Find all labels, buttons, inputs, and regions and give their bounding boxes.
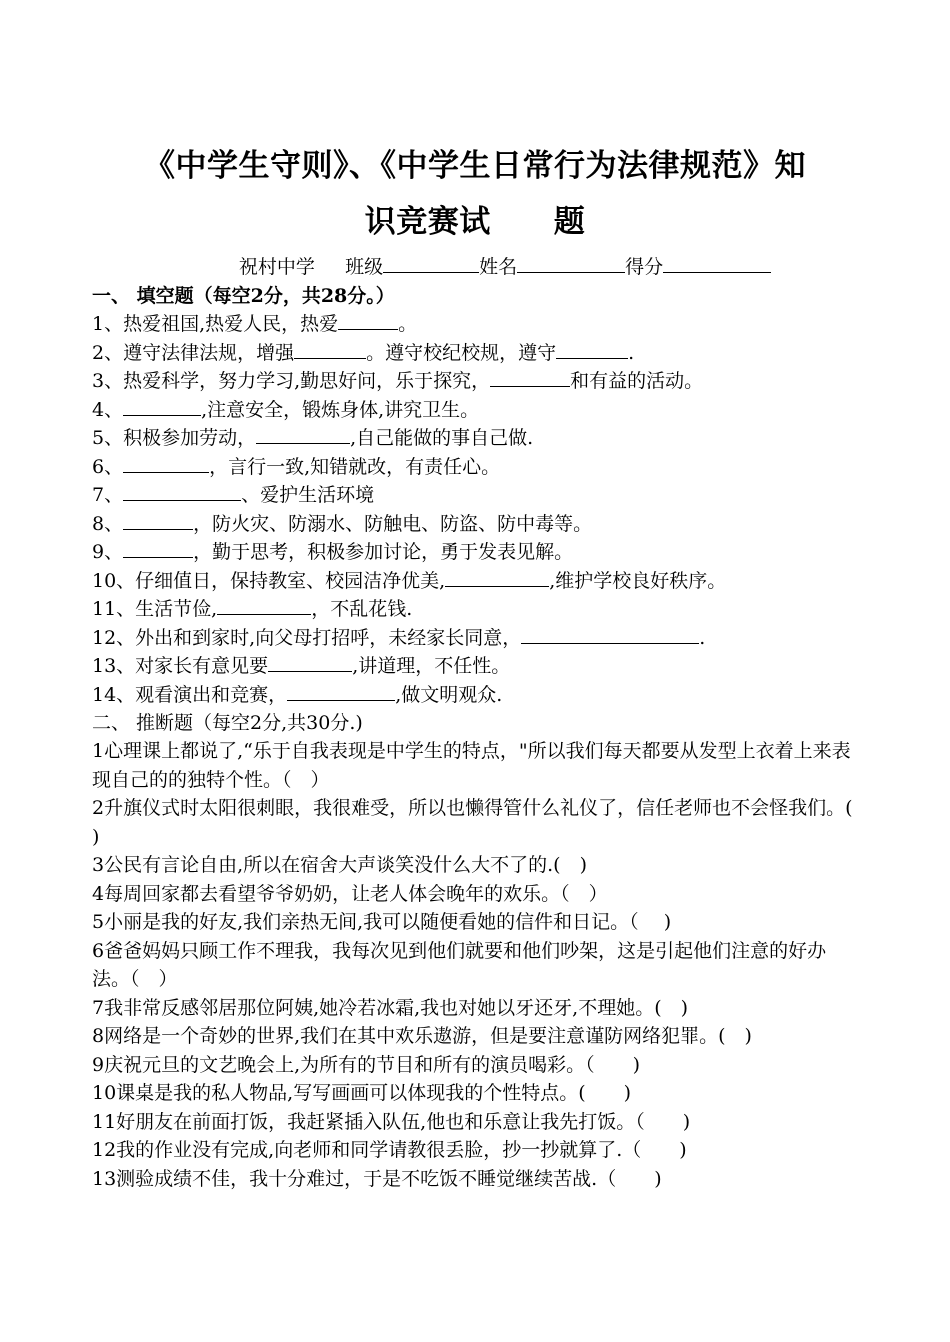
judge-item-7: 7我非常反感邻居那位阿姨,她冷若冰霜,我也对她以牙还牙,不理她。( ) [92,996,689,1019]
fill-item-12: 12、外出和到家时,向父母打招呼，未经家长同意， . [92,624,858,653]
score-label: 得分 [625,256,664,278]
fill-item-1: 1、热爱祖国,热爱人民，热爱 。 [92,310,858,339]
judge-item-5: 5小丽是我的好友,我们亲热无间,我可以随便看她的信件和日记。（ ) [92,911,672,933]
fill-item-10: 10、仔细值日，保持教室、校园洁净优美, ,维护学校良好秩序。 [92,567,858,596]
judge-item-10: 10课桌是我的私人物品,写写画画可以体现我的个性特点。( ) [92,1082,632,1104]
fill-item-5: 5、积极参加劳动， ,自己能做的事自己做. [92,424,858,453]
fill-item-7: 7、 、爱护生活环境 [92,481,858,510]
school-name: 祝村中学 [238,256,315,278]
judgement-list [92,737,891,1193]
answer-blank[interactable] [123,396,201,416]
answer-blank[interactable] [490,367,570,387]
fill-item-6: 6、 ，言行一致,知错就改，有责任心。 [92,453,858,482]
judge-item-4: 4每周回家都去看望爷爷奶奶，让老人体会晚年的欢乐。（ ） [92,882,608,905]
answer-blank[interactable] [338,310,398,330]
section1-heading: 一、 填空题（每空2分，共28分。） [92,285,395,307]
answer-blank[interactable] [268,652,352,672]
answer-blank[interactable] [556,339,628,359]
judge-item-11: 11好朋友在前面打饭，我赶紧插入队伍,他也和乐意让我先打饭。（ ) [92,1110,691,1133]
answer-blank[interactable] [217,595,311,615]
judge-item-9: 9庆祝元旦的文艺晚会上,为所有的节目和所有的演员喝彩。（ ) [92,1053,641,1076]
fill-item-8: 8、 ，防火灾、防溺水、防触电、防盗、防中毒等。 [92,510,858,539]
judge-item-8: 8网络是一个奇妙的世界,我们在其中欢乐遨游，但是要注意谨防网络犯罪。( ) [92,1025,752,1047]
answer-blank[interactable] [123,453,209,473]
class-label: 班级 [345,256,384,278]
fill-item-3: 3、热爱科学，努力学习,勤思好问，乐于探究， 和有益的活动。 [92,367,858,396]
fill-item-4: 4、 ,注意安全，锻炼身体,讲究卫生。 [92,396,858,425]
answer-blank[interactable] [294,339,366,359]
fill-item-11: 11、生活节俭, ，不乱花钱. [92,595,858,624]
answer-blank[interactable] [123,481,241,501]
class-blank[interactable] [383,252,479,273]
score-blank[interactable] [663,252,771,273]
fill-item-9: 9、 ，勤于思考，积极参加讨论，勇于发表见解。 [92,538,858,567]
section2-heading: 二、 推断题（每空2分,共30分.) [92,712,363,734]
judge-item-1: 1心理课上都说了,“乐于自我表现是中学生的特点，"所以我们每天都要从发型上衣着上来表现自己的的独特个性。（ ） [92,740,851,791]
page-title-line1: 《中学生守则》、《中学生日常行为法律规范》知 [144,148,806,184]
judge-item-2: 2升旗仪式时太阳很刺眼，我很难受，所以也懒得管什么礼仪了，信任老师也不会怪我们。( ) [92,797,891,848]
fill-item-13: 13、对家长有意见要 ,讲道理，不任性。 [92,652,858,681]
answer-blank[interactable] [287,681,395,701]
judge-item-6: 6爸爸妈妈只顾工作不理我，我每次见到他们就要和他们吵架，这是引起他们注意的好办法。（ ） [92,939,827,990]
answer-blank[interactable] [123,538,193,558]
page-title-line2: 识竞赛试 题 [364,204,586,240]
judge-item-12: 12我的作业没有完成,向老师和同学请教很丢脸，抄一抄就算了.（ ) [92,1139,687,1161]
name-label: 姓名 [479,256,518,278]
judge-item-13: 13测验成绩不佳，我十分难过，于是不吃饭不睡觉继续苦战.（ ) [92,1167,662,1190]
answer-blank[interactable] [256,424,350,444]
judge-item-3: 3公民有言论自由,所以在宿舍大声谈笑没什么大不了的.( ) [92,854,587,876]
answer-blank[interactable] [521,624,699,644]
fill-in-list [92,310,858,709]
answer-blank[interactable] [123,510,193,530]
name-blank[interactable] [517,252,625,273]
fill-item-14: 14、观看演出和竞赛， ,做文明观众. [92,681,858,710]
fill-item-2: 2、遵守法律法规，增强 。遵守校纪校规，遵守 . [92,339,858,368]
answer-blank[interactable] [445,567,549,587]
student-info-row [92,252,858,282]
